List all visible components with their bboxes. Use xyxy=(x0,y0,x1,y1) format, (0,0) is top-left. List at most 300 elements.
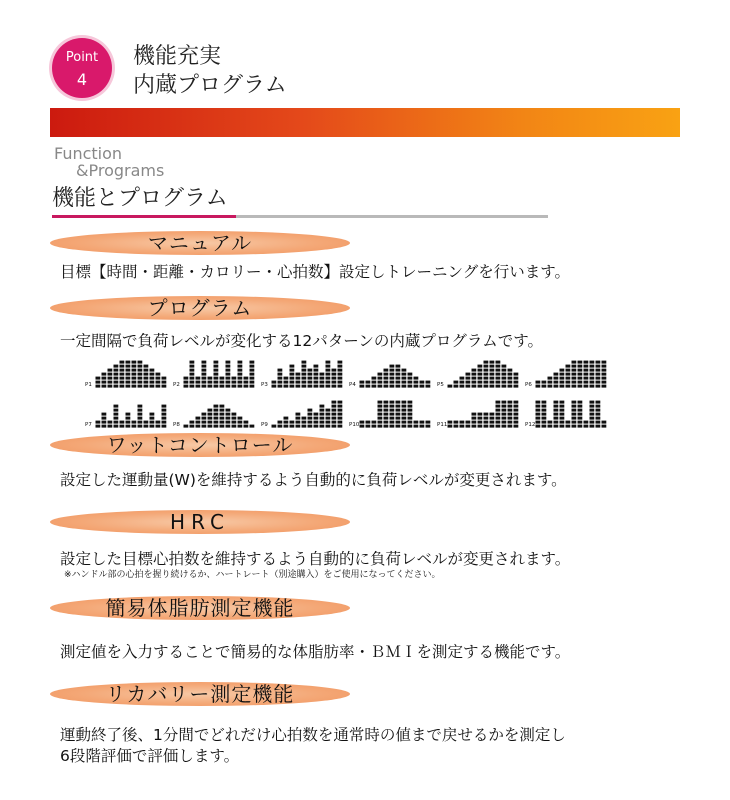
level-segment xyxy=(120,377,125,380)
level-segment xyxy=(384,413,389,416)
level-segment xyxy=(302,365,307,368)
level-segment xyxy=(584,365,589,368)
level-segment xyxy=(314,369,319,372)
level-segment xyxy=(132,425,137,428)
level-segment xyxy=(150,377,155,380)
level-segment xyxy=(460,421,465,424)
level-segment xyxy=(378,413,383,416)
level-segment xyxy=(508,373,513,376)
level-segment xyxy=(162,421,167,424)
level-segment xyxy=(232,385,237,388)
level-segment xyxy=(384,373,389,376)
level-segment xyxy=(196,425,201,428)
point-badge-word: Point xyxy=(65,50,99,65)
level-segment xyxy=(320,377,325,380)
program-pattern-p12 xyxy=(525,392,609,428)
level-segment xyxy=(296,377,301,380)
level-segment xyxy=(496,405,501,408)
level-segment xyxy=(408,417,413,420)
level-segment xyxy=(96,377,101,380)
level-segment xyxy=(202,425,207,428)
level-segment xyxy=(138,377,143,380)
level-segment xyxy=(220,413,225,416)
level-segment xyxy=(572,369,577,372)
level-segment xyxy=(490,417,495,420)
level-segment xyxy=(514,373,519,376)
level-segment xyxy=(414,377,419,380)
level-segment xyxy=(326,373,331,376)
level-segment xyxy=(484,373,489,376)
level-segment xyxy=(596,385,601,388)
level-segment xyxy=(566,377,571,380)
level-segment xyxy=(250,369,255,372)
level-segment xyxy=(332,385,337,388)
level-segment xyxy=(536,409,541,412)
level-segment xyxy=(302,425,307,428)
level-segment xyxy=(596,381,601,384)
level-segment xyxy=(602,425,607,428)
level-segment xyxy=(232,421,237,424)
level-segment xyxy=(196,381,201,384)
level-segment xyxy=(332,425,337,428)
level-segment xyxy=(120,421,125,424)
program-pattern-label: P5 xyxy=(437,382,444,388)
level-segment xyxy=(378,409,383,412)
level-segment xyxy=(226,373,231,376)
level-segment xyxy=(250,385,255,388)
level-segment xyxy=(138,421,143,424)
level-segment xyxy=(308,377,313,380)
level-segment xyxy=(372,421,377,424)
level-segment xyxy=(108,373,113,376)
level-segment xyxy=(572,409,577,412)
level-segment xyxy=(326,381,331,384)
level-segment xyxy=(132,361,137,364)
program-pattern-chart xyxy=(535,400,607,428)
level-segment xyxy=(132,385,137,388)
level-segment xyxy=(126,417,131,420)
level-segment xyxy=(226,385,231,388)
level-segment xyxy=(578,413,583,416)
level-segment xyxy=(566,425,571,428)
level-segment xyxy=(220,421,225,424)
level-segment xyxy=(332,417,337,420)
english-title-line-2: &Programs xyxy=(76,161,165,180)
body-fat-pill: 簡易体脂肪測定機能 xyxy=(50,596,350,620)
level-segment xyxy=(390,405,395,408)
level-segment xyxy=(108,377,113,380)
level-segment xyxy=(320,405,325,408)
level-segment xyxy=(102,377,107,380)
level-segment xyxy=(584,361,589,364)
level-segment xyxy=(226,409,231,412)
level-segment xyxy=(302,421,307,424)
level-segment xyxy=(162,413,167,416)
level-segment xyxy=(250,381,255,384)
level-segment xyxy=(596,405,601,408)
level-segment xyxy=(114,417,119,420)
level-segment xyxy=(326,377,331,380)
level-segment xyxy=(244,385,249,388)
level-segment xyxy=(338,417,343,420)
level-segment xyxy=(502,421,507,424)
level-segment xyxy=(114,425,119,428)
level-segment xyxy=(508,425,513,428)
level-segment xyxy=(490,369,495,372)
program-pattern-chart xyxy=(271,360,343,388)
program-pattern-p10 xyxy=(349,392,433,428)
level-segment xyxy=(226,417,231,420)
level-segment xyxy=(220,385,225,388)
level-segment xyxy=(472,373,477,376)
level-segment xyxy=(396,401,401,404)
level-segment xyxy=(378,417,383,420)
level-segment xyxy=(126,381,131,384)
level-segment xyxy=(396,425,401,428)
level-segment xyxy=(396,377,401,380)
level-segment xyxy=(396,365,401,368)
level-segment xyxy=(496,425,501,428)
level-segment xyxy=(290,385,295,388)
level-segment xyxy=(466,377,471,380)
level-segment xyxy=(272,425,277,428)
level-segment xyxy=(202,373,207,376)
level-segment xyxy=(396,417,401,420)
level-segment xyxy=(466,385,471,388)
level-segment xyxy=(514,425,519,428)
level-segment xyxy=(360,385,365,388)
level-segment xyxy=(102,413,107,416)
level-segment xyxy=(220,425,225,428)
level-segment xyxy=(372,377,377,380)
level-segment xyxy=(384,421,389,424)
level-segment xyxy=(126,365,131,368)
level-segment xyxy=(102,425,107,428)
level-segment xyxy=(542,405,547,408)
level-segment xyxy=(332,401,337,404)
body-fat-description: 測定値を入力することで簡易的な体脂肪率・ＢＭＩを測定する機能です。 xyxy=(60,643,571,661)
level-segment xyxy=(590,369,595,372)
level-segment xyxy=(554,381,559,384)
section-underline-accent xyxy=(52,215,236,218)
level-segment xyxy=(302,373,307,376)
level-segment xyxy=(590,385,595,388)
level-segment xyxy=(120,361,125,364)
level-segment xyxy=(402,405,407,408)
level-segment xyxy=(542,417,547,420)
header-line-1: 機能充実 xyxy=(133,44,222,69)
program-pattern-label: P9 xyxy=(261,422,268,428)
level-segment xyxy=(190,381,195,384)
level-segment xyxy=(596,369,601,372)
level-segment xyxy=(360,381,365,384)
level-segment xyxy=(466,421,471,424)
level-segment xyxy=(250,365,255,368)
level-segment xyxy=(108,421,113,424)
level-segment xyxy=(402,377,407,380)
level-segment xyxy=(132,421,137,424)
level-segment xyxy=(596,365,601,368)
level-segment xyxy=(332,381,337,384)
level-segment xyxy=(454,421,459,424)
level-segment xyxy=(508,421,513,424)
level-segment xyxy=(560,401,565,404)
level-segment xyxy=(502,365,507,368)
level-segment xyxy=(338,413,343,416)
level-segment xyxy=(220,405,225,408)
level-segment xyxy=(120,373,125,376)
level-segment xyxy=(278,369,283,372)
level-segment xyxy=(408,421,413,424)
level-segment xyxy=(566,421,571,424)
level-segment xyxy=(308,413,313,416)
level-segment xyxy=(426,421,431,424)
level-segment xyxy=(560,377,565,380)
level-segment xyxy=(590,413,595,416)
level-segment xyxy=(138,381,143,384)
level-segment xyxy=(326,425,331,428)
level-segment xyxy=(454,381,459,384)
point-badge-number: 4 xyxy=(76,70,88,89)
level-segment xyxy=(578,373,583,376)
level-segment xyxy=(208,413,213,416)
level-segment xyxy=(536,425,541,428)
level-segment xyxy=(590,405,595,408)
level-segment xyxy=(408,373,413,376)
level-segment xyxy=(402,381,407,384)
level-segment xyxy=(202,377,207,380)
level-segment xyxy=(156,373,161,376)
level-segment xyxy=(144,381,149,384)
program-pattern-label: P6 xyxy=(525,382,532,388)
level-segment xyxy=(202,413,207,416)
level-segment xyxy=(314,413,319,416)
level-segment xyxy=(566,385,571,388)
level-segment xyxy=(126,377,131,380)
level-segment xyxy=(314,373,319,376)
recovery-description-line-2: 6段階評価で評価します。 xyxy=(60,747,240,765)
level-segment xyxy=(584,385,589,388)
level-segment xyxy=(390,381,395,384)
level-segment xyxy=(584,421,589,424)
level-segment xyxy=(156,385,161,388)
level-segment xyxy=(478,369,483,372)
level-segment xyxy=(338,377,343,380)
level-segment xyxy=(138,373,143,376)
program-pattern-label: P4 xyxy=(349,382,356,388)
level-segment xyxy=(496,381,501,384)
level-segment xyxy=(572,373,577,376)
level-segment xyxy=(126,373,131,376)
header-line-2: 内蔵プログラム xyxy=(133,73,287,98)
level-segment xyxy=(548,421,553,424)
level-segment xyxy=(220,377,225,380)
level-segment xyxy=(290,373,295,376)
level-segment xyxy=(138,413,143,416)
level-segment xyxy=(332,413,337,416)
level-segment xyxy=(478,413,483,416)
level-segment xyxy=(496,369,501,372)
level-segment xyxy=(150,369,155,372)
level-segment xyxy=(208,385,213,388)
level-segment xyxy=(326,385,331,388)
level-segment xyxy=(460,381,465,384)
level-segment xyxy=(484,421,489,424)
level-segment xyxy=(460,377,465,380)
level-segment xyxy=(238,385,243,388)
point-badge xyxy=(52,38,112,98)
level-segment xyxy=(402,385,407,388)
level-segment xyxy=(572,361,577,364)
level-segment xyxy=(602,361,607,364)
level-segment xyxy=(484,425,489,428)
level-segment xyxy=(144,377,149,380)
level-segment xyxy=(162,405,167,408)
level-segment xyxy=(596,417,601,420)
level-segment xyxy=(554,409,559,412)
level-segment xyxy=(596,425,601,428)
level-segment xyxy=(296,425,301,428)
level-segment xyxy=(290,377,295,380)
level-segment xyxy=(602,381,607,384)
level-segment xyxy=(308,421,313,424)
level-segment xyxy=(542,413,547,416)
level-segment xyxy=(278,385,283,388)
program-pattern-label: P11 xyxy=(437,422,448,428)
level-segment xyxy=(338,409,343,412)
level-segment xyxy=(384,385,389,388)
level-segment xyxy=(284,385,289,388)
level-segment xyxy=(308,369,313,372)
section-title: 機能とプログラム xyxy=(52,186,228,211)
level-segment xyxy=(372,385,377,388)
level-segment xyxy=(390,365,395,368)
level-segment xyxy=(184,381,189,384)
level-segment xyxy=(102,421,107,424)
level-segment xyxy=(578,385,583,388)
level-segment xyxy=(572,417,577,420)
level-segment xyxy=(208,425,213,428)
level-segment xyxy=(554,377,559,380)
level-segment xyxy=(596,409,601,412)
level-segment xyxy=(390,377,395,380)
level-segment xyxy=(250,373,255,376)
level-segment xyxy=(238,421,243,424)
level-segment xyxy=(578,365,583,368)
level-segment xyxy=(490,373,495,376)
level-segment xyxy=(602,377,607,380)
level-segment xyxy=(578,405,583,408)
level-segment xyxy=(602,369,607,372)
level-segment xyxy=(478,421,483,424)
level-segment xyxy=(196,417,201,420)
level-segment xyxy=(156,381,161,384)
level-segment xyxy=(232,413,237,416)
level-segment xyxy=(502,413,507,416)
level-segment xyxy=(484,413,489,416)
program-pattern-chart xyxy=(535,360,607,388)
level-segment xyxy=(508,409,513,412)
level-segment xyxy=(126,413,131,416)
level-segment xyxy=(108,385,113,388)
level-segment xyxy=(496,373,501,376)
level-segment xyxy=(114,421,119,424)
level-segment xyxy=(232,417,237,420)
level-segment xyxy=(314,417,319,420)
level-segment xyxy=(226,369,231,372)
level-segment xyxy=(490,381,495,384)
level-segment xyxy=(384,405,389,408)
level-segment xyxy=(114,405,119,408)
level-segment xyxy=(360,421,365,424)
level-segment xyxy=(284,377,289,380)
level-segment xyxy=(502,425,507,428)
level-segment xyxy=(102,385,107,388)
level-segment xyxy=(138,365,143,368)
level-segment xyxy=(514,421,519,424)
level-segment xyxy=(338,365,343,368)
program-pattern-chart xyxy=(183,400,255,428)
level-segment xyxy=(126,421,131,424)
level-segment xyxy=(338,373,343,376)
level-segment xyxy=(126,425,131,428)
level-segment xyxy=(484,365,489,368)
level-segment xyxy=(302,381,307,384)
level-segment xyxy=(496,377,501,380)
level-segment xyxy=(96,381,101,384)
level-segment xyxy=(578,425,583,428)
level-segment xyxy=(338,385,343,388)
level-segment xyxy=(108,381,113,384)
level-segment xyxy=(560,373,565,376)
level-segment xyxy=(120,369,125,372)
level-segment xyxy=(572,365,577,368)
level-segment xyxy=(460,385,465,388)
level-segment xyxy=(338,361,343,364)
level-segment xyxy=(244,425,249,428)
level-segment xyxy=(214,409,219,412)
level-segment xyxy=(214,413,219,416)
level-segment xyxy=(390,409,395,412)
level-segment xyxy=(502,417,507,420)
level-segment xyxy=(502,385,507,388)
level-segment xyxy=(332,405,337,408)
level-segment xyxy=(448,425,453,428)
level-segment xyxy=(496,365,501,368)
level-segment xyxy=(490,385,495,388)
level-segment xyxy=(202,365,207,368)
level-segment xyxy=(332,421,337,424)
level-segment xyxy=(190,377,195,380)
level-segment xyxy=(514,377,519,380)
level-segment xyxy=(378,425,383,428)
level-segment xyxy=(566,373,571,376)
level-segment xyxy=(396,409,401,412)
level-segment xyxy=(490,361,495,364)
level-segment xyxy=(378,385,383,388)
level-segment xyxy=(244,421,249,424)
level-segment xyxy=(542,381,547,384)
level-segment xyxy=(402,413,407,416)
level-segment xyxy=(396,385,401,388)
level-segment xyxy=(320,413,325,416)
level-segment xyxy=(132,369,137,372)
level-segment xyxy=(96,385,101,388)
recovery-pill: リカバリー測定機能 xyxy=(50,682,350,706)
level-segment xyxy=(238,417,243,420)
hrc-note: ※ハンドル部の心拍を握り続けるか、ハートレート（別途購入）をご使用になってください。 xyxy=(64,570,441,580)
level-segment xyxy=(396,369,401,372)
